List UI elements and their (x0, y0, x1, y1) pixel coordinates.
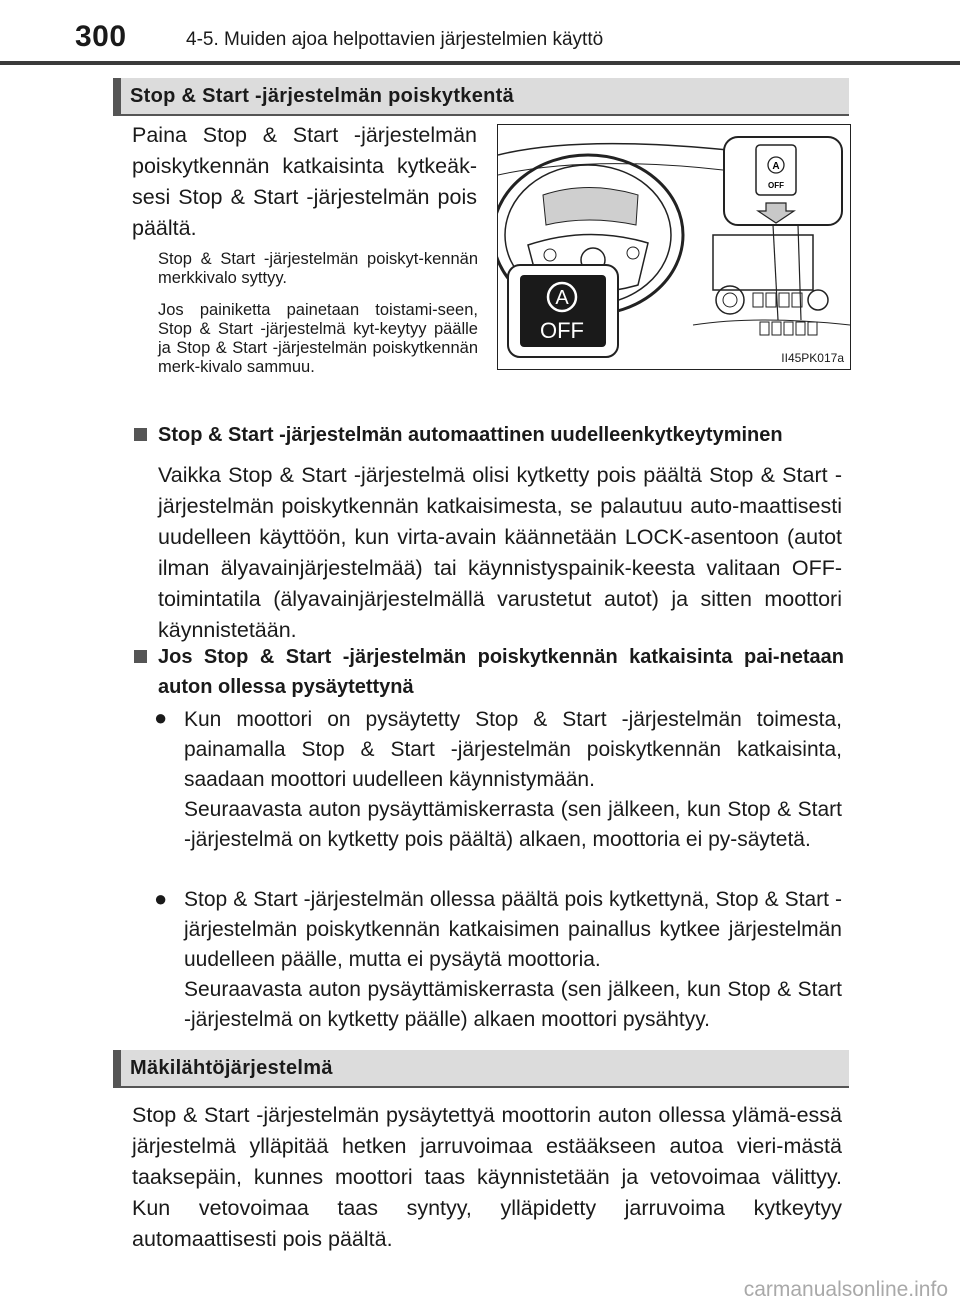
square-bullet-icon (134, 428, 147, 441)
subheading-auto-restart (158, 420, 848, 450)
bullet-reenable-system-continued: Seuraavasta auton pysäyttämiskerrasta (sen jälkeen, kun Stop & Start -järjestelmä on kytketty päälle) alkaen moottori pysähtyy. (184, 978, 842, 1031)
section-heading-hill-start (113, 1050, 849, 1088)
watermark: carmanualsonline.info (743, 1278, 948, 1301)
round-bullet-icon: ● (154, 886, 168, 911)
note-press-again: Jos painiketta painetaan toistami-seen, Stop & Start -järjestelmä kyt-keytyy päälle ja Stop & Start -järjestelmän poiskytkennän merk-kivalo sammuu. (158, 301, 478, 376)
section-heading-label: Mäkilähtöjärjestelmä (130, 1057, 333, 1079)
header-rule (0, 61, 960, 65)
bullet-restart-engine-continued: Seuraavasta auton pysäyttämiskerrasta (sen jälkeen, kun Stop & Start -järjestelmä on kytketty pois päältä) alkaen, moottoria ei py-säytetä. (184, 798, 842, 851)
square-bullet-icon (134, 650, 147, 663)
callout-icon-letter: A (555, 287, 569, 309)
intro-line: päältä. (132, 216, 197, 240)
subheading-auto-restart-label: Stop & Start -järjestelmän automaattinen uudelleenkytkeytyminen (158, 424, 783, 446)
round-bullet-icon: ● (154, 705, 168, 730)
callout-off-label-small: OFF (768, 181, 784, 190)
note-indicator-on: Stop & Start -järjestelmän poiskyt-kennän merkkivalo syttyy. (158, 250, 478, 287)
intro-paragraph (132, 120, 477, 244)
dashboard-drawing (498, 125, 850, 369)
intro-line: poiskytkennän katkaisinta kytkeäk- (132, 154, 477, 178)
section-heading-label: Stop & Start -järjestelmän poiskytkentä (130, 85, 515, 107)
callout-icon-letter-small: A (772, 161, 780, 172)
chapter-title: 4-5. Muiden ajoa helpottavien järjestelmien käyttö (186, 29, 604, 50)
illustration-code: II45PK017a (781, 351, 844, 365)
auto-restart-paragraph: Vaikka Stop & Start -järjestelmä olisi kytketty pois päältä Stop & Start -järjestelmän poiskytkennän katkaisimesta, se palautuu auto-maattisesti uudelleen käyttöön, kun virta-avain käännetään LOCK-asentoon (autot ilman älyavainjärjestelmää) tai käynnistyspainik-keesta valitaan OFF-toimintatila (älyavainjärjestelmällä varustetut autot) ja sitten moottori käynnistetään. (158, 463, 842, 642)
page-header (0, 0, 960, 62)
callout-off-label: OFF (540, 318, 584, 343)
dashboard-illustration (497, 124, 851, 370)
hill-start-paragraph: Stop & Start -järjestelmän pysäytettyä moottorin auton ollessa ylämä-essä järjestelmä ylläpitää hetken jarruvoimaa estääkseen autoa vieri-mästä taaksepäin, kunnes moottori taas käynnistetään ja vetovoimaa välittyy. Kun vetovoimaa taas syntyy, ylläpidetty jarruvoima kytkeytyy automaattisesti pois päältä. (132, 1103, 842, 1251)
subheading-press-while-stopped (158, 642, 844, 702)
section-heading-stop-start-off (113, 78, 849, 116)
page-number: 300 (75, 20, 127, 53)
intro-line: sesi Stop & Start -järjestelmän pois (132, 185, 477, 209)
bullet-reenable-system: Stop & Start -järjestelmän ollessa päältä pois kytkettynä, Stop & Start -järjestelmän poiskytkennän katkaisimen painallus kytkee järjestelmän uudelleen päälle, mutta ei pysäytä moottoria. (184, 888, 842, 971)
intro-line: Paina Stop & Start -järjestelmän (132, 123, 477, 147)
bullet-restart-engine: Kun moottori on pysäytetty Stop & Start -järjestelmän toimesta, painamalla Stop & Start -järjestelmän poiskytkennän katkaisinta, saadaan moottori uudelleen käynnistymään. (184, 708, 842, 791)
subheading-press-while-stopped-label: Jos Stop & Start -järjestelmän poiskytkennän katkaisinta pai-netaan auton ollessa pysäytettynä (158, 646, 844, 698)
